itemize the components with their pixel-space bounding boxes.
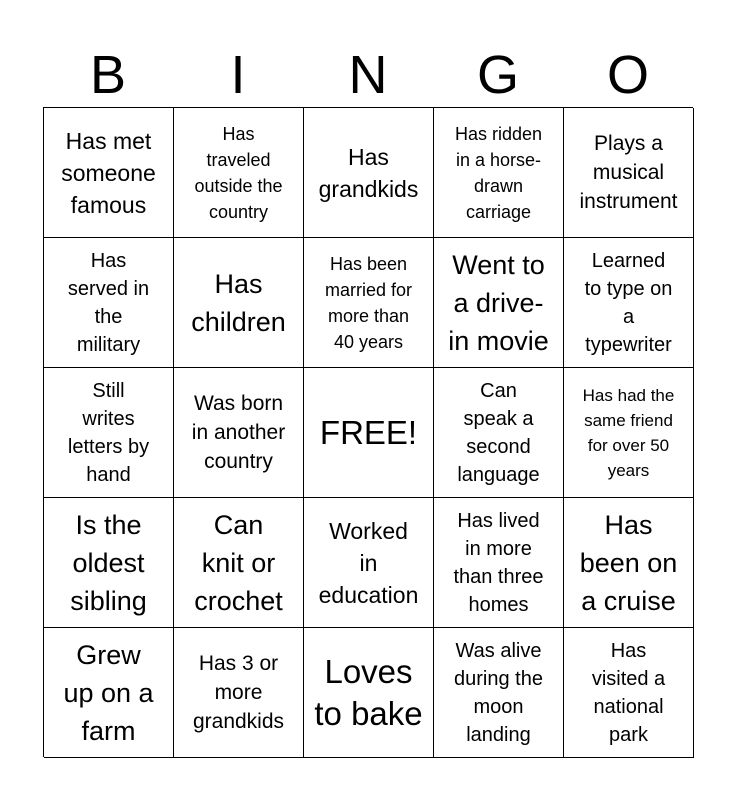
- cell-text: Has children: [191, 268, 286, 337]
- bingo-cell[interactable]: [174, 628, 304, 758]
- cell-text: Has grandkids: [318, 143, 419, 202]
- bingo-cell[interactable]: [304, 108, 434, 238]
- cell-text: Has served in the military: [67, 249, 150, 356]
- bingo-cell[interactable]: [174, 108, 304, 238]
- bingo-header: [43, 44, 693, 106]
- cell-text: Is the oldest sibling: [70, 509, 147, 616]
- header-letter-b: B: [89, 45, 127, 105]
- cell-text: Has been on a cruise: [579, 509, 678, 616]
- bingo-cell[interactable]: [304, 628, 434, 758]
- bingo-cell[interactable]: [434, 628, 564, 758]
- bingo-cell[interactable]: [564, 368, 694, 498]
- bingo-cell[interactable]: [304, 498, 434, 628]
- cell-text: Has had the same friend for over 50 years: [582, 385, 675, 480]
- cell-text: Can knit or crochet: [194, 509, 283, 616]
- cell-text: Still writes letters by hand: [67, 379, 150, 486]
- cell-text: Can speak a second language: [457, 379, 540, 486]
- header-letter-o: O: [606, 45, 649, 105]
- bingo-cell[interactable]: [564, 108, 694, 238]
- cell-text: Grew up on a farm: [63, 639, 154, 746]
- bingo-cell[interactable]: [564, 238, 694, 368]
- bingo-cell[interactable]: [174, 498, 304, 628]
- free-space[interactable]: [304, 368, 434, 498]
- cell-text: Learned to type on a typewriter: [584, 249, 673, 356]
- bingo-cell[interactable]: [434, 368, 564, 498]
- header-letter-i: I: [230, 45, 246, 105]
- bingo-cell[interactable]: [434, 108, 564, 238]
- cell-text: Plays a musical instrument: [579, 132, 678, 213]
- cell-text: Went to a drive- in movie: [448, 249, 549, 356]
- cell-text: Was alive during the moon landing: [454, 639, 543, 746]
- cell-text: Has been married for more than 40 years: [324, 253, 413, 352]
- cell-text: Worked in education: [318, 517, 419, 608]
- cell-text: Has ridden in a horse- drawn carriage: [454, 123, 543, 222]
- bingo-cell[interactable]: [304, 238, 434, 368]
- bingo-cell[interactable]: [44, 628, 174, 758]
- cell-text: Has met someone famous: [61, 127, 156, 218]
- bingo-cell[interactable]: [564, 628, 694, 758]
- bingo-cell[interactable]: [564, 498, 694, 628]
- bingo-cell[interactable]: [44, 368, 174, 498]
- cell-text: Has 3 or more grandkids: [192, 652, 285, 733]
- cell-text: Loves to bake: [314, 652, 423, 732]
- header-letter-n: N: [348, 45, 388, 105]
- cell-text: Was born in another country: [191, 392, 286, 473]
- bingo-board: [43, 107, 693, 757]
- bingo-cell[interactable]: [434, 238, 564, 368]
- cell-text: Has traveled outside the country: [194, 123, 283, 222]
- bingo-cell[interactable]: [44, 108, 174, 238]
- bingo-cell[interactable]: [44, 238, 174, 368]
- header-letter-g: G: [476, 45, 519, 105]
- free-space-text: FREE!: [319, 413, 418, 451]
- cell-text: Has lived in more than three homes: [453, 509, 544, 616]
- bingo-cell[interactable]: [434, 498, 564, 628]
- cell-text: Has visited a national park: [591, 639, 666, 746]
- bingo-cell[interactable]: [44, 498, 174, 628]
- bingo-cell[interactable]: [174, 238, 304, 368]
- bingo-cell[interactable]: [174, 368, 304, 498]
